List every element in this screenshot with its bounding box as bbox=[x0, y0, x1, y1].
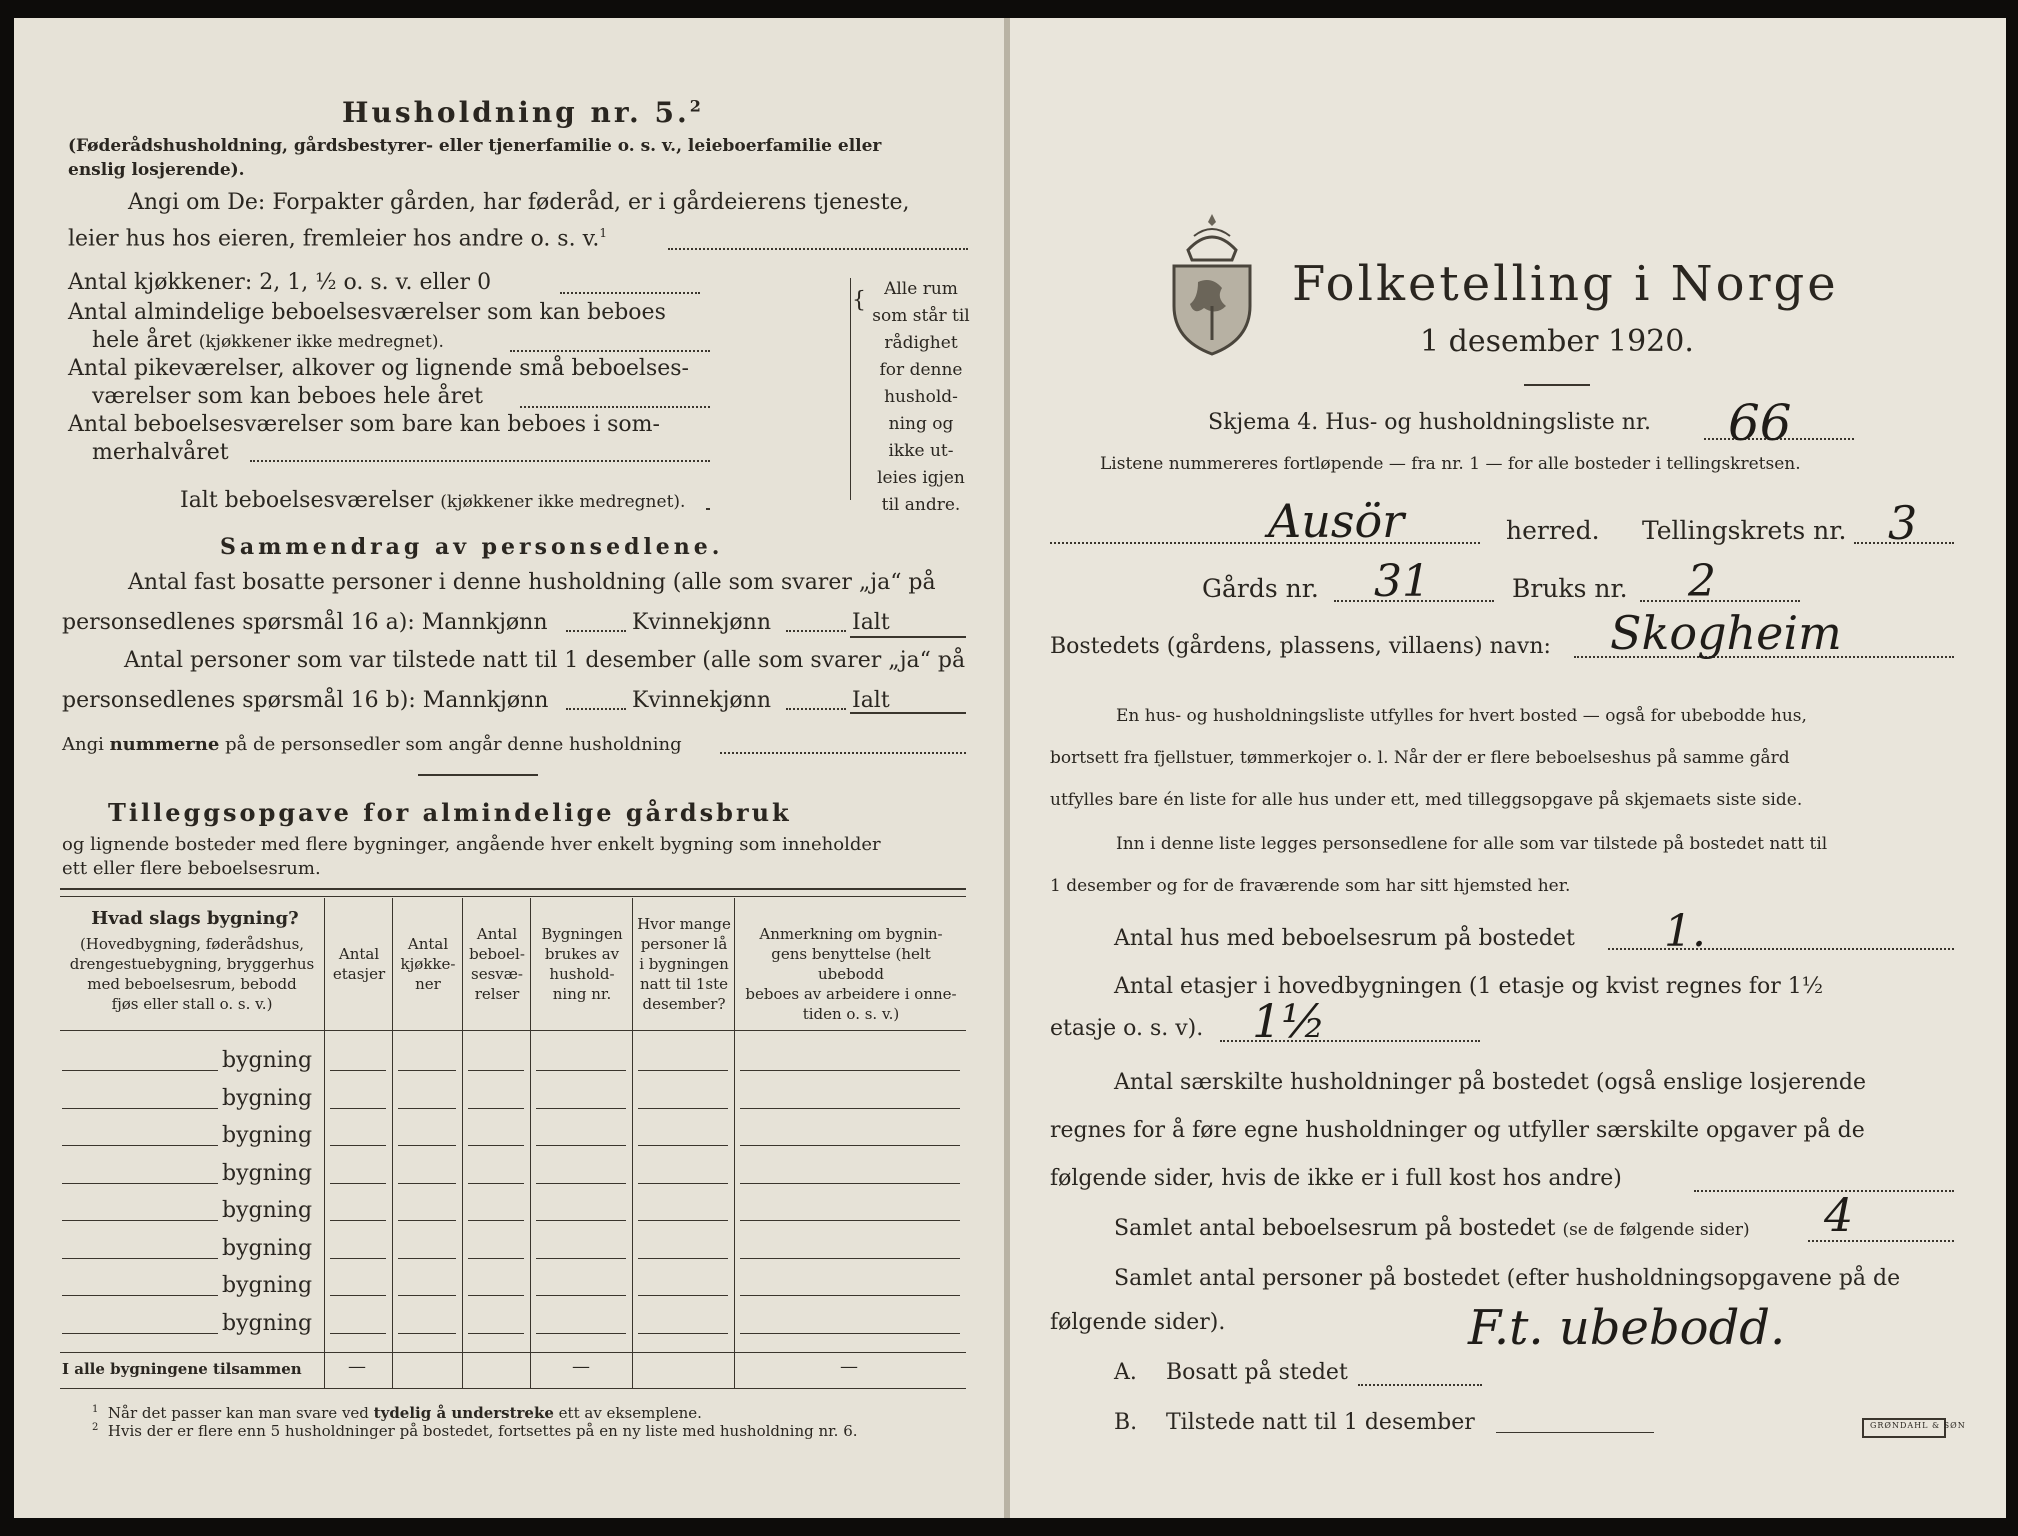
summary-1b: personsedlenes spørsmål 16 a): Mannkjønn bbox=[62, 610, 548, 635]
table-cell-answer[interactable] bbox=[740, 1295, 960, 1296]
side-brace-line bbox=[850, 278, 851, 500]
table-cell-answer[interactable] bbox=[536, 1333, 626, 1334]
table-col-rule bbox=[462, 898, 463, 1388]
building-type-answer[interactable] bbox=[62, 1070, 218, 1071]
table-col-rule bbox=[530, 898, 531, 1388]
building-row-label: bygning bbox=[222, 1160, 313, 1186]
q-pers-2: følgende sider). bbox=[1050, 1310, 1226, 1335]
b-label: B. bbox=[1114, 1410, 1138, 1435]
table-cell-answer[interactable] bbox=[638, 1333, 728, 1334]
a-label: A. bbox=[1114, 1360, 1137, 1385]
table-cell-answer[interactable] bbox=[468, 1333, 524, 1334]
census-title: Folketelling i Norge bbox=[1292, 256, 1839, 312]
table-cell-answer[interactable] bbox=[468, 1295, 524, 1296]
table-head-kjokkener: Antal kjøkke- ner bbox=[400, 935, 456, 993]
table-cell-answer[interactable] bbox=[536, 1295, 626, 1296]
building-type-answer[interactable] bbox=[62, 1145, 218, 1146]
angi-nummerne-answer[interactable] bbox=[720, 752, 966, 754]
ialt-rooms-answer-line[interactable] bbox=[706, 508, 710, 510]
table-cell-answer[interactable] bbox=[740, 1108, 960, 1109]
gards-value[interactable]: 31 bbox=[1374, 556, 1430, 607]
rooms-3-answer-line[interactable] bbox=[250, 460, 710, 462]
table-total-label: I alle bygningene tilsammen bbox=[62, 1360, 302, 1378]
section-divider bbox=[418, 774, 538, 776]
footnote-2: $^2$ Hvis der er flere enn 5 husholdninger på bostedet, fortsettes på en ny liste med husholdning nr. 6. bbox=[92, 1422, 858, 1440]
building-row-label: bygning bbox=[222, 1123, 313, 1148]
kitchen-answer-line[interactable] bbox=[560, 292, 700, 294]
angi-answer-line[interactable] bbox=[668, 248, 968, 250]
table-cell-answer[interactable] bbox=[468, 1145, 524, 1146]
a-answer-line[interactable] bbox=[1358, 1384, 1482, 1386]
table-cell-answer[interactable] bbox=[330, 1333, 386, 1334]
right-page bbox=[1010, 18, 2006, 1518]
table-cell-answer[interactable] bbox=[740, 1183, 960, 1184]
bosted-value[interactable]: Skogheim bbox=[1610, 606, 1842, 660]
table-cell-answer[interactable] bbox=[740, 1220, 960, 1221]
table-cell-answer[interactable] bbox=[638, 1295, 728, 1296]
b-answer-line[interactable] bbox=[1496, 1432, 1654, 1433]
kvinne-2-label: Kvinnekjønn bbox=[632, 688, 771, 713]
table-cell-answer[interactable] bbox=[330, 1295, 386, 1296]
table-cell-answer[interactable] bbox=[638, 1070, 728, 1071]
q-hus-value[interactable]: 1. bbox=[1664, 906, 1706, 957]
angi-line-1: Angi om De: Forpakter gården, har føderåd, er i gårdeierens tjeneste, bbox=[128, 190, 910, 215]
building-type-answer[interactable] bbox=[62, 1258, 218, 1259]
ialt-2-label: Ialt bbox=[852, 688, 890, 713]
table-head-rule bbox=[60, 1030, 966, 1031]
table-col-rule bbox=[632, 898, 633, 1388]
q-hush-3: følgende sider, hvis de ikke er i full kost hos andre) bbox=[1050, 1166, 1622, 1191]
table-cell-answer[interactable] bbox=[740, 1333, 960, 1334]
instruction-2: bortsett fra fjellstuer, tømmerkojer o. l. Når der er flere beboelseshus på samme gård bbox=[1050, 748, 1790, 768]
summary-1a: Antal fast bosatte personer i denne husholdning (alle som svarer „ja“ på bbox=[128, 570, 936, 595]
table-head-etasjer: Antal etasjer bbox=[332, 945, 386, 983]
table-bottom-rule bbox=[60, 1388, 966, 1389]
table-cell-answer[interactable] bbox=[468, 1108, 524, 1109]
rooms-3a: Antal beboelsesværelser som bare kan beboes i som- bbox=[68, 412, 660, 437]
side-note: Alle rum som står til rådighet for denne hushold- ning og ikke ut- leies igjen til andre. bbox=[872, 279, 970, 515]
tellingskrets-value[interactable]: 3 bbox=[1888, 496, 1918, 550]
table-col-rule bbox=[392, 898, 393, 1388]
kitchen-label: Antal kjøkkener: 2, 1, ½ o. s. v. eller 0 bbox=[68, 270, 492, 295]
skjema-label: Skjema 4. Hus- og husholdningsliste nr. bbox=[1208, 410, 1651, 435]
q-rum-label: Samlet antal beboelsesrum på bostedet (se de følgende sider) bbox=[1114, 1216, 1750, 1241]
table-head-brukes-av: Bygningen brukes av hushold- ning nr. bbox=[541, 925, 623, 1003]
mann-2-answer[interactable] bbox=[566, 708, 626, 710]
q-etasjer-value[interactable]: 1½ bbox=[1252, 994, 1326, 1048]
building-row-label: bygning bbox=[222, 1273, 313, 1298]
building-type-answer[interactable] bbox=[62, 1333, 218, 1334]
table-cell-answer[interactable] bbox=[536, 1183, 626, 1184]
tellingskrets-label: Tellingskrets nr. bbox=[1642, 516, 1847, 545]
table-top-rule bbox=[60, 888, 966, 890]
rooms-1a: Antal almindelige beboelsesværelser som kan beboes bbox=[68, 300, 666, 325]
instruction-1: En hus- og husholdningsliste utfylles for hvert bosted — også for ubebodde hus, bbox=[1116, 706, 1807, 726]
table-cell-answer[interactable] bbox=[740, 1258, 960, 1259]
table-cell-answer[interactable] bbox=[330, 1183, 386, 1184]
table-cell-answer[interactable] bbox=[536, 1258, 626, 1259]
tillegg-title: Tilleggsopgave for almindelige gårdsbruk bbox=[108, 798, 792, 827]
herred-value[interactable]: Ausör bbox=[1268, 494, 1405, 548]
kvinne-1-label: Kvinnekjønn bbox=[632, 610, 771, 635]
q-etasjer-2: etasje o. s. v). bbox=[1050, 1016, 1204, 1041]
table-cell-answer[interactable] bbox=[468, 1258, 524, 1259]
q-hush-2: regnes for å føre egne husholdninger og utfyller særskilte opgaver på de bbox=[1050, 1118, 1865, 1143]
building-row-label: bygning bbox=[222, 1235, 313, 1261]
building-type-answer[interactable] bbox=[62, 1220, 218, 1221]
table-cell-answer[interactable] bbox=[398, 1183, 456, 1184]
table-top-rule-2 bbox=[60, 896, 966, 897]
table-cell-answer[interactable] bbox=[330, 1220, 386, 1221]
table-cell-answer[interactable] bbox=[398, 1258, 456, 1259]
q-rum-value[interactable]: 4 bbox=[1824, 1188, 1854, 1242]
q-etasjer-1: Antal etasjer i hovedbygningen (1 etasje og kvist regnes for 1½ bbox=[1114, 974, 1824, 999]
instruction-5: 1 desember og for de fraværende som har sitt hjemsted her. bbox=[1050, 876, 1571, 896]
table-cell-answer[interactable] bbox=[536, 1070, 626, 1071]
table-cell-answer[interactable] bbox=[468, 1183, 524, 1184]
listene-note: Listene nummereres fortløpende — fra nr. 1 — for alle bosteder i tellingskretsen. bbox=[1100, 454, 1801, 474]
table-cell-answer[interactable] bbox=[398, 1070, 456, 1071]
table-cell-answer[interactable] bbox=[330, 1145, 386, 1146]
angi-nummerne: Angi nummerne på de personsedler som angår denne husholdning bbox=[62, 734, 682, 755]
coat-of-arms-icon bbox=[1168, 210, 1256, 360]
table-head-anmerkning: Anmerkning om bygnin- gens benyttelse (helt ubebodd beboes av arbeidere i onne- tiden o. s. v.) bbox=[745, 925, 957, 1023]
table-cell-answer[interactable] bbox=[330, 1108, 386, 1109]
table-cell-answer[interactable] bbox=[536, 1145, 626, 1146]
rooms-1-answer-line[interactable] bbox=[510, 350, 710, 352]
q-pers-1: Samlet antal personer på bostedet (efter husholdningsopgavene på de bbox=[1114, 1266, 1901, 1291]
kvinne-1-answer[interactable] bbox=[786, 630, 846, 632]
instruction-3: utfylles bare én liste for alle hus under ett, med tilleggsopgave på skjemaets siste side. bbox=[1050, 790, 1803, 810]
table-cell-answer[interactable] bbox=[398, 1220, 456, 1221]
bruks-answer-line[interactable] bbox=[1640, 600, 1800, 602]
gards-label: Gårds nr. bbox=[1202, 574, 1319, 603]
rooms-2-answer-line[interactable] bbox=[520, 406, 710, 408]
table-cell-answer[interactable] bbox=[638, 1108, 728, 1109]
footnote-1: $^1$ Når det passer kan man svare ved tydelig å understreke ett av eksemplene. bbox=[92, 1404, 702, 1422]
kvinne-2-answer[interactable] bbox=[786, 708, 846, 710]
table-col1-lines: (Hovedbygning, føderådshus, drengestuebygning, bryggerhus med beboelsesrum, bebodd fjøs eller stall o. s. v.) bbox=[69, 935, 315, 1013]
printer-stamp: GRØNDAHL & SØN bbox=[1862, 1418, 1946, 1438]
summary-title: Sammendrag av personsedlene. bbox=[220, 534, 724, 560]
q-pers-value[interactable]: F.t. ubebodd. bbox=[1468, 1300, 1786, 1356]
ialt-1-answer[interactable] bbox=[850, 636, 966, 638]
q-hus-answer-line[interactable] bbox=[1608, 948, 1954, 950]
table-cell-answer[interactable] bbox=[398, 1295, 456, 1296]
side-brace: { bbox=[852, 288, 866, 313]
q-hush-1: Antal særskilte husholdninger på bostedet (også enslige losjerende bbox=[1114, 1070, 1867, 1095]
table-head-beboelsesvaerelser: Antal beboel- sesvæ- relser bbox=[469, 925, 525, 1003]
building-row-label: bygning bbox=[222, 1048, 313, 1073]
b-text: Tilstede natt til 1 desember bbox=[1166, 1410, 1475, 1435]
total-dash-anmerkning: — bbox=[840, 1356, 858, 1377]
skjema-value[interactable]: 66 bbox=[1728, 394, 1792, 452]
table-col-rule bbox=[324, 898, 325, 1388]
ialt-1-label: Ialt bbox=[852, 610, 890, 635]
table-col1-title: Hvad slags bygning? bbox=[91, 908, 299, 929]
building-type-answer[interactable] bbox=[62, 1108, 218, 1109]
building-row-label: bygning bbox=[222, 1085, 313, 1111]
rooms-1b: hele året (kjøkkener ikke medregnet). bbox=[92, 328, 444, 353]
table-cell-answer[interactable] bbox=[638, 1145, 728, 1146]
table-cell-answer[interactable] bbox=[740, 1145, 960, 1146]
household-subtitle-1: (Føderådshusholdning, gårdsbestyrer- eller tjenerfamilie o. s. v., leieboerfamilie eller bbox=[68, 136, 882, 156]
household-subtitle-2: enslig losjerende). bbox=[68, 160, 245, 180]
summary-2a: Antal personer som var tilstede natt til 1 desember (alle som svarer „ja“ på bbox=[124, 648, 966, 673]
instruction-4: Inn i denne liste legges personsedlene for alle som var tilstede på bostedet natt til bbox=[1116, 834, 1828, 854]
table-cell-answer[interactable] bbox=[330, 1070, 386, 1071]
a-text: Bosatt på stedet bbox=[1166, 1360, 1348, 1385]
table-cell-answer[interactable] bbox=[740, 1070, 960, 1071]
rooms-2a: Antal pikeværelser, alkover og lignende små beboelses- bbox=[68, 356, 689, 381]
ialt-rooms-label: Ialt beboelsesværelser (kjøkkener ikke medregnet). bbox=[180, 488, 686, 513]
building-row-label: bygning bbox=[222, 1198, 313, 1223]
table-cell-answer[interactable] bbox=[398, 1145, 456, 1146]
herred-answer-line[interactable] bbox=[1050, 542, 1480, 544]
bruks-value[interactable]: 2 bbox=[1688, 556, 1716, 607]
table-cell-answer[interactable] bbox=[330, 1258, 386, 1259]
title-divider bbox=[1524, 384, 1590, 386]
census-date: 1 desember 1920. bbox=[1420, 324, 1694, 359]
table-total-rule bbox=[60, 1352, 966, 1353]
table-cell-answer[interactable] bbox=[468, 1070, 524, 1071]
table-cell-answer[interactable] bbox=[638, 1183, 728, 1184]
household-title: Husholdning nr. 5.$^2$ bbox=[342, 96, 704, 129]
rooms-2b: værelser som kan beboes hele året bbox=[92, 384, 483, 409]
tillegg-sub-1: og lignende bosteder med flere bygninger, angående hver enkelt bygning som inneholder bbox=[62, 834, 881, 855]
total-dash-etasjer: — bbox=[348, 1356, 366, 1377]
angi-line-2: leier hus hos eieren, fremleier hos andre o. s. v.$^1$ bbox=[68, 226, 608, 252]
building-type-answer[interactable] bbox=[62, 1295, 218, 1296]
table-head-personer: Hvor mange personer lå i bygningen natt til 1ste desember? bbox=[637, 915, 731, 1013]
table-cell-answer[interactable] bbox=[536, 1108, 626, 1109]
table-cell-answer[interactable] bbox=[398, 1333, 456, 1334]
mann-1-answer[interactable] bbox=[566, 630, 626, 632]
building-type-answer[interactable] bbox=[62, 1183, 218, 1184]
table-cell-answer[interactable] bbox=[468, 1220, 524, 1221]
rooms-3b: merhalvåret bbox=[92, 440, 229, 465]
table-cell-answer[interactable] bbox=[638, 1258, 728, 1259]
table-col-rule bbox=[734, 898, 735, 1388]
bosted-label: Bostedets (gårdens, plassens, villaens) navn: bbox=[1050, 634, 1551, 659]
building-row-label: bygning bbox=[222, 1310, 313, 1336]
q-hus-label: Antal hus med beboelsesrum på bostedet bbox=[1114, 926, 1575, 951]
herred-label: herred. bbox=[1506, 516, 1600, 545]
summary-2b: personsedlenes spørsmål 16 b): Mannkjønn bbox=[62, 688, 549, 713]
ialt-2-answer[interactable] bbox=[850, 712, 966, 714]
table-cell-answer[interactable] bbox=[638, 1220, 728, 1221]
tillegg-sub-2: ett eller flere beboelsesrum. bbox=[62, 858, 321, 879]
total-dash-husholdning: — bbox=[572, 1356, 590, 1377]
table-cell-answer[interactable] bbox=[398, 1108, 456, 1109]
table-cell-answer[interactable] bbox=[536, 1220, 626, 1221]
bruks-label: Bruks nr. bbox=[1512, 574, 1628, 603]
